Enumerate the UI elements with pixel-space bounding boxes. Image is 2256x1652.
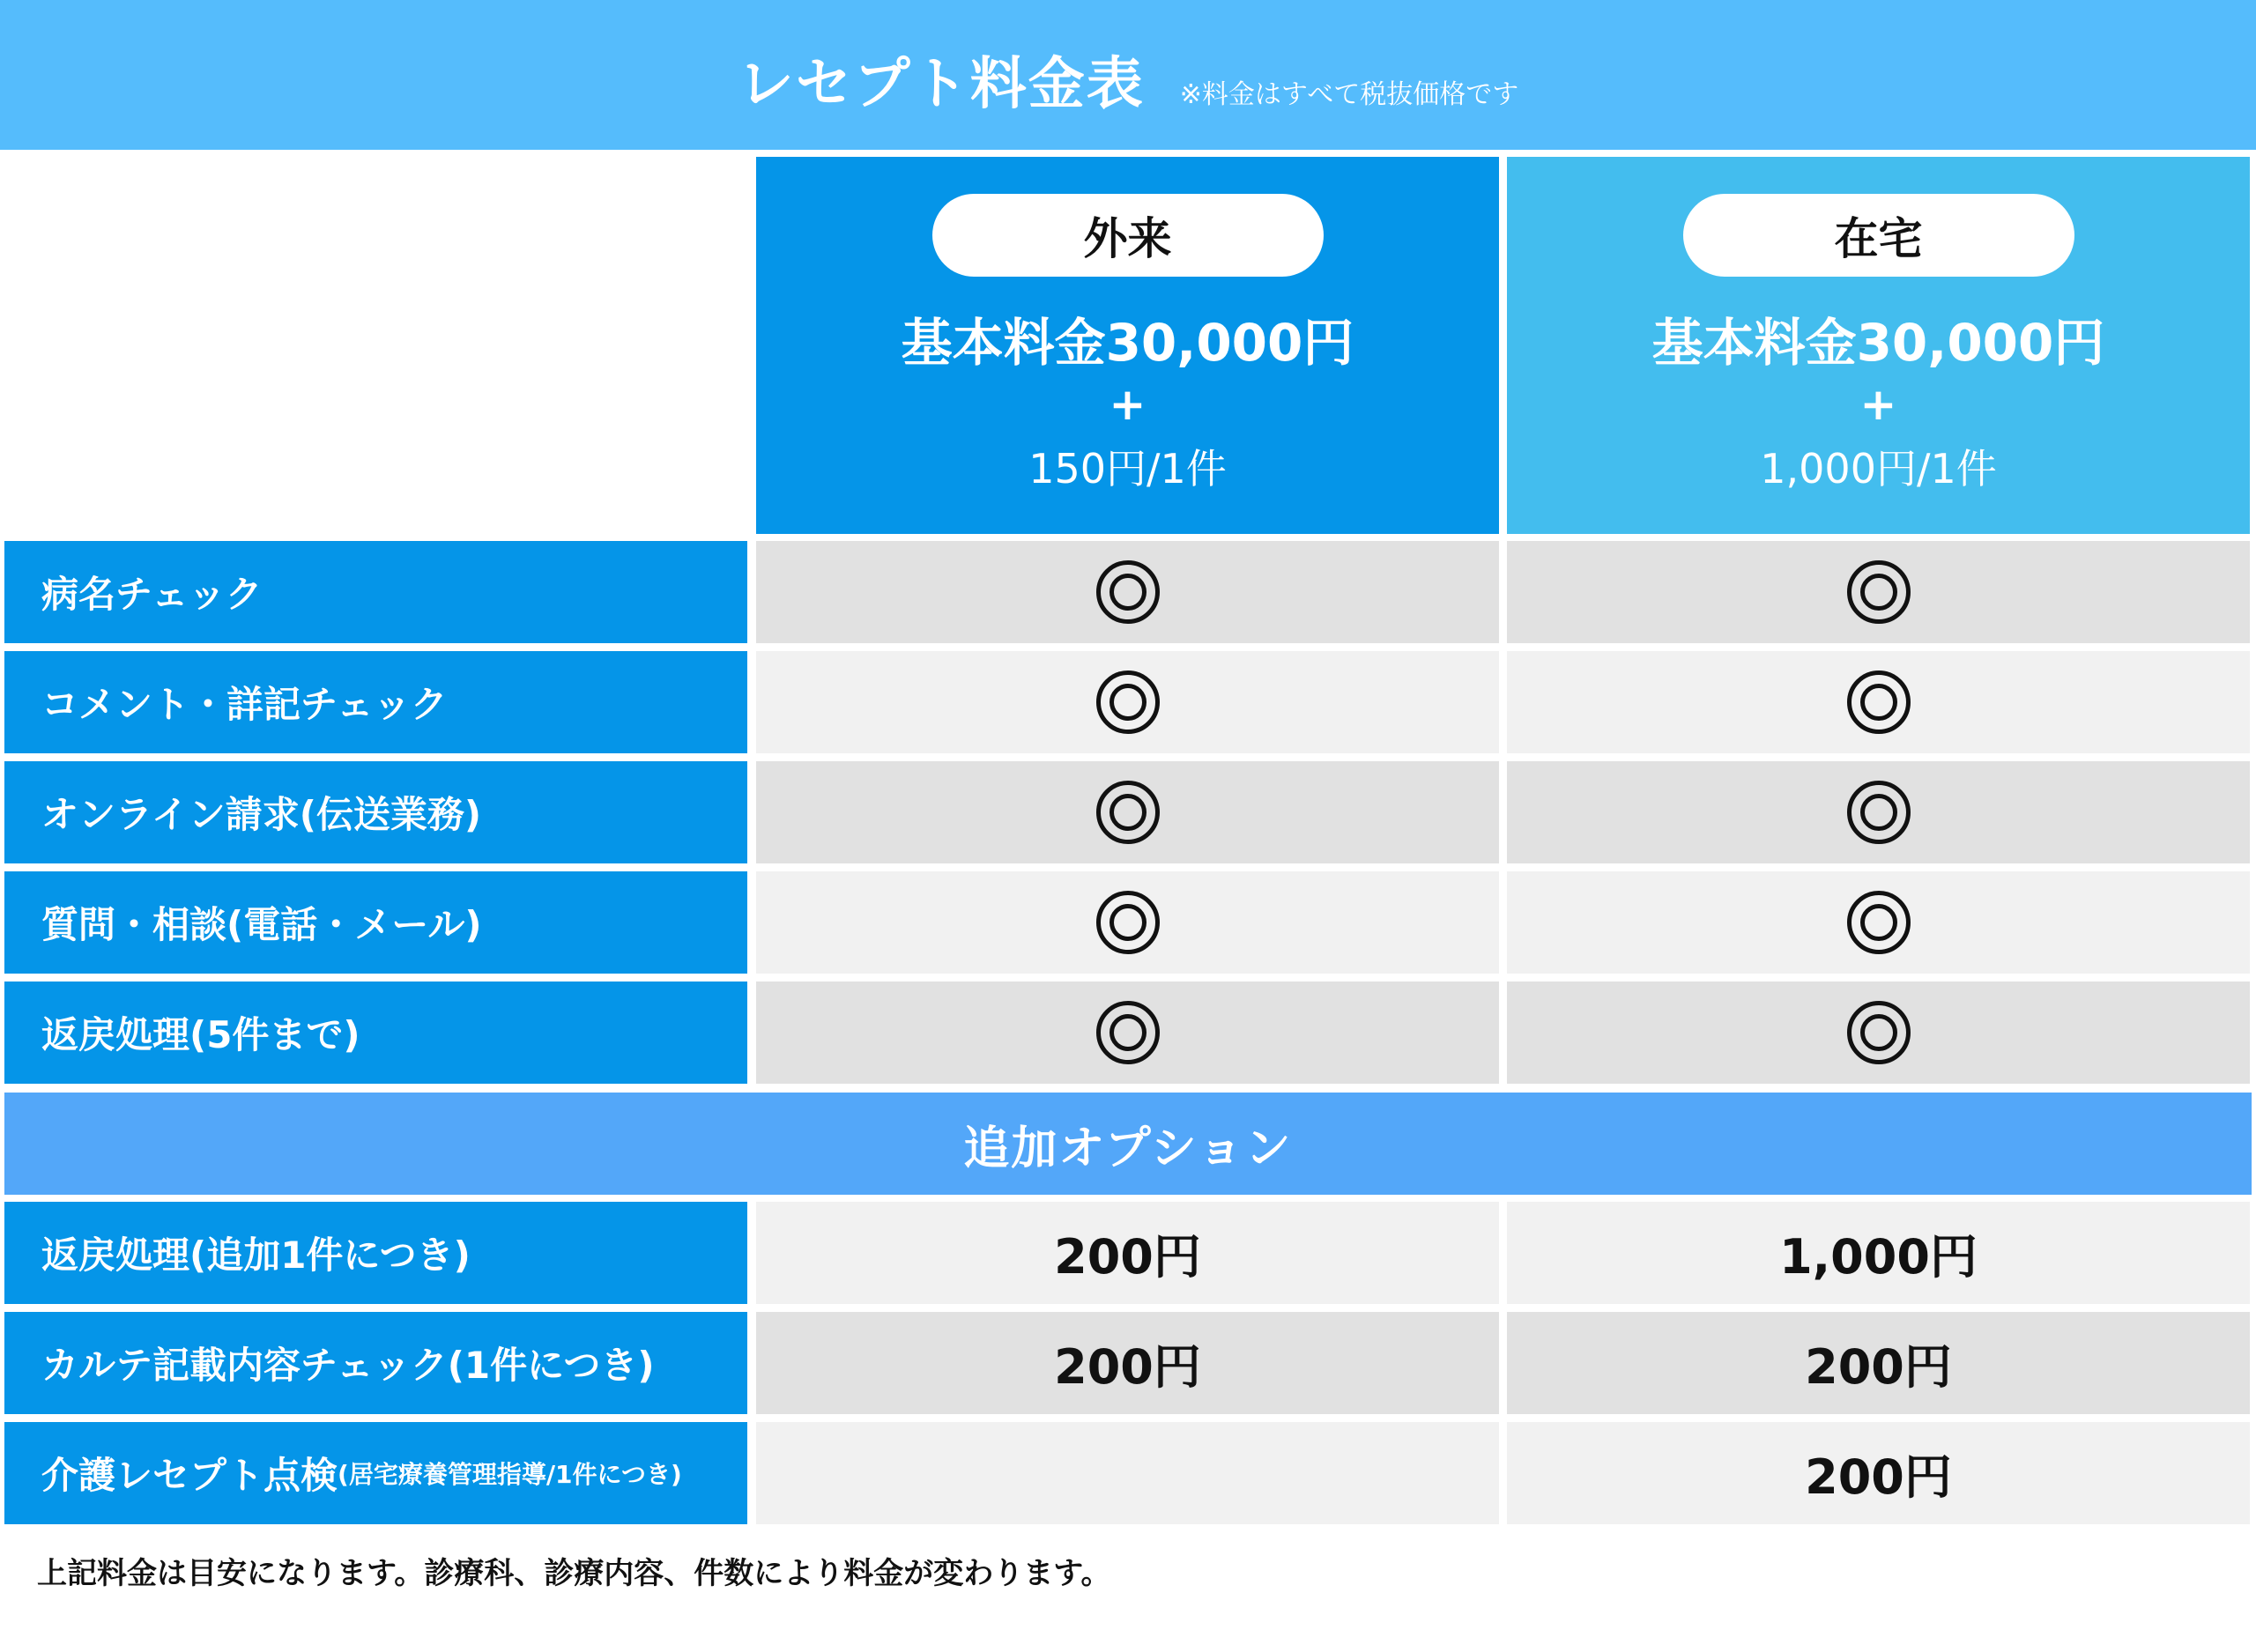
service-cell-outpatient xyxy=(756,761,1499,863)
plan-plus-outpatient: + xyxy=(1109,379,1147,430)
option-label xyxy=(4,1422,747,1524)
plan-per-case-homecare: 1,000円/1件 xyxy=(1760,445,1997,493)
service-label: 病名チェック xyxy=(4,541,747,643)
service-cell-homecare xyxy=(1507,651,2250,753)
option-price-homecare: 200円 xyxy=(1805,1338,1952,1395)
option-price-outpatient: 200円 xyxy=(1054,1338,1201,1395)
service-cell-homecare xyxy=(1507,541,2250,643)
service-cell-homecare xyxy=(1507,761,2250,863)
double-circle-icon xyxy=(1096,670,1160,734)
plan-base-fee-homecare: 基本料金30,000円 xyxy=(1651,313,2105,373)
double-circle-icon xyxy=(1847,891,1911,954)
double-circle-icon xyxy=(1096,781,1160,844)
plan-name-outpatient: 外来 xyxy=(932,194,1324,277)
service-cell-outpatient xyxy=(756,651,1499,753)
option-cell-homecare xyxy=(1507,1202,2250,1304)
service-cell-homecare xyxy=(1507,982,2250,1084)
double-circle-icon xyxy=(1847,560,1911,624)
service-label: 返戻処理(5件まで) xyxy=(4,982,747,1084)
double-circle-icon xyxy=(1096,560,1160,624)
option-cell-homecare xyxy=(1507,1422,2250,1524)
header-banner xyxy=(0,0,2256,150)
option-price-outpatient: 200円 xyxy=(1054,1228,1201,1285)
plan-per-case-outpatient: 150円/1件 xyxy=(1028,445,1227,493)
service-cell-outpatient xyxy=(756,871,1499,974)
page-title: レセプト料金表 xyxy=(737,52,1145,117)
options-heading: 追加オプション xyxy=(4,1093,2252,1195)
plan-name-homecare: 在宅 xyxy=(1683,194,2074,277)
service-cell-outpatient xyxy=(756,982,1499,1084)
plan-header-homecare xyxy=(1507,157,2250,534)
option-price-homecare: 200円 xyxy=(1805,1448,1952,1505)
service-label: 質問・相談(電話・メール) xyxy=(4,871,747,974)
double-circle-icon xyxy=(1096,1001,1160,1064)
service-label: オンライン請求(伝送業務) xyxy=(4,761,747,863)
plan-base-fee-outpatient: 基本料金30,000円 xyxy=(901,313,1354,373)
header-content xyxy=(738,39,1519,120)
double-circle-icon xyxy=(1847,1001,1911,1064)
service-cell-outpatient xyxy=(756,541,1499,643)
option-cell-outpatient xyxy=(756,1202,1499,1304)
option-label: カルテ記載内容チェック(1件につき) xyxy=(4,1312,747,1414)
option-cell-outpatient xyxy=(756,1422,1499,1524)
double-circle-icon xyxy=(1847,670,1911,734)
plan-plus-homecare: + xyxy=(1859,379,1897,430)
service-cell-homecare xyxy=(1507,871,2250,974)
footnote: 上記料金は目安になります。診療科、診療内容、件数により料金が変わります。 xyxy=(37,1556,1111,1591)
tax-note: ※料金はすべて税抜価格です xyxy=(1179,79,1519,110)
double-circle-icon xyxy=(1847,781,1911,844)
option-cell-outpatient xyxy=(756,1312,1499,1414)
option-label-main: 介護レセプト点検 xyxy=(41,1454,338,1497)
option-label: 返戻処理(追加1件につき) xyxy=(4,1202,747,1304)
service-label: コメント・詳記チェック xyxy=(4,651,747,753)
option-cell-homecare xyxy=(1507,1312,2250,1414)
option-label-sub: (居宅療養管理指導/1件につき) xyxy=(338,1460,682,1489)
plan-header-outpatient xyxy=(756,157,1499,534)
option-price-homecare: 1,000円 xyxy=(1779,1228,1978,1285)
double-circle-icon xyxy=(1096,891,1160,954)
